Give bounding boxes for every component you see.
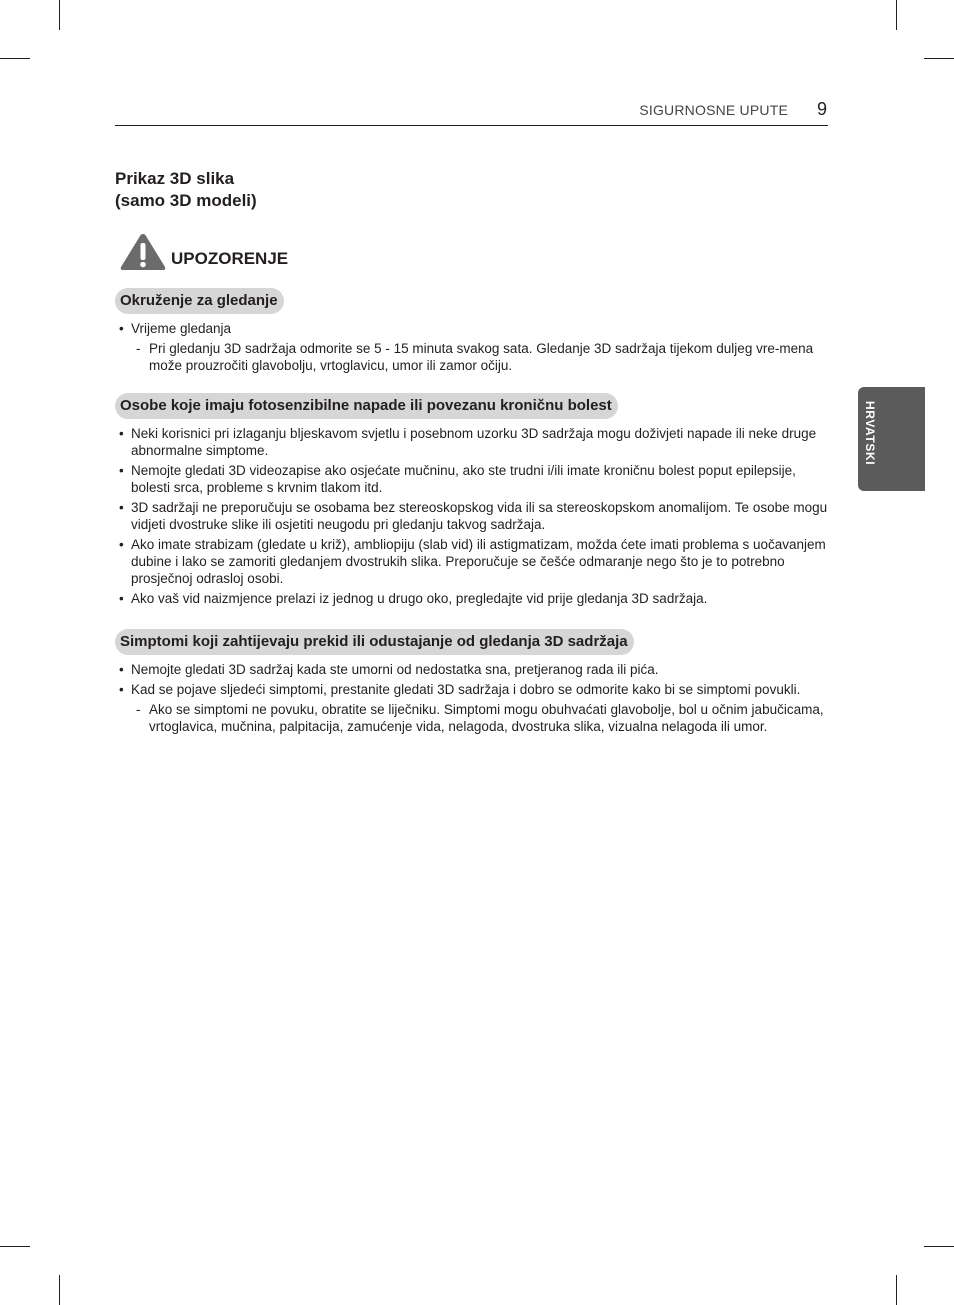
list-viewing-environment (115, 320, 830, 377)
warning-label: UPOZORENJE (171, 249, 289, 268)
crop-mark (924, 1246, 954, 1247)
section-title (115, 168, 257, 212)
list-item: • Neki korisnici pri izlaganju bljeskavom svjetlu i posebnom uzorku 3D sadržaja mogu doživjeti napade ili neke druge abnormalne simptome. (115, 425, 830, 459)
list-subitem: - Ako se simptomi ne povuku, obratite se liječniku. Simptomi mogu obuhvaćati glavobolje, bol u očnim jabučicama, vrtoglavica, mučnina, palpitacija, zamućenje vida, nelagoda, dvostruka slika, vizualna nelagoda ili umor. (115, 701, 830, 735)
language-tab-label: HRVATSKI (863, 401, 877, 466)
crop-mark (59, 1275, 60, 1305)
header-rule (115, 125, 828, 126)
running-header: SIGURNOSNE UPUTE (639, 102, 788, 118)
subheading-photosensitive: Osobe koje imaju fotosenzibilne napade ili povezanu kroničnu bolest (115, 393, 618, 419)
list-item: • Nemojte gledati 3D sadržaj kada ste umorni od nedostatka sna, pretjeranog rada ili pića. (115, 661, 830, 678)
list-item: • Nemojte gledati 3D videozapise ako osjećate mučninu, ako ste trudni i/ili imate kroničnu bolest poput epilepsije, bolesti srca, probleme s krvnim tlakom itd. (115, 462, 830, 496)
section-title-line2: (samo 3D modeli) (115, 191, 257, 210)
crop-mark (0, 58, 30, 59)
page-number: 9 (817, 99, 828, 119)
list-subitem: - Pri gledanju 3D sadržaja odmorite se 5 - 15 minuta svakog sata. Gledanje 3D sadržaja tijekom duljeg vre-mena može prouzročiti glavobolju, vrtoglavicu, umor ili zamor očiju. (115, 340, 830, 374)
language-tab (858, 387, 925, 491)
crop-mark (0, 1246, 30, 1247)
crop-mark (924, 58, 954, 59)
list-item: • Vrijeme gledanja (115, 320, 830, 337)
list-item: • Ako vaš vid naizmjence prelazi iz jednog u drugo oko, pregledajte vid prije gledanja 3D sadržaja. (115, 590, 830, 607)
crop-mark (896, 0, 897, 30)
subheading-symptoms: Simptomi koji zahtijevaju prekid ili odustajanje od gledanja 3D sadržaja (115, 629, 634, 655)
crop-mark (896, 1275, 897, 1305)
list-symptoms (115, 661, 830, 738)
crop-mark (59, 0, 60, 30)
list-item: • 3D sadržaji ne preporučuju se osobama bez stereoskopskog vida ili sa stereoskopskom anomalijom. Te osobe mogu vidjeti dvostruke slike ili osjetiti neugodu pri gledanju takvog sadržaja. (115, 499, 830, 533)
list-item: • Kad se pojave sljedeći simptomi, prestanite gledati 3D sadržaja i dobro se odmorite kako bi se simptomi povukli. (115, 681, 830, 698)
list-photosensitive (115, 425, 830, 610)
warning-triangle-icon (119, 232, 167, 277)
list-item: • Ako imate strabizam (gledate u križ), ambliopiju (slab vid) ili astigmatizam, možda ćete imati problema s uočavanjem dubine i lako se zamoriti gledanjem dvostrukih slika. Preporučuje se češće odmaranje nego što je to potrebno prosječnoj odrasloj osobi. (115, 536, 830, 587)
subheading-viewing-environment: Okruženje za gledanje (115, 288, 284, 314)
section-title-line1: Prikaz 3D slika (115, 169, 235, 188)
